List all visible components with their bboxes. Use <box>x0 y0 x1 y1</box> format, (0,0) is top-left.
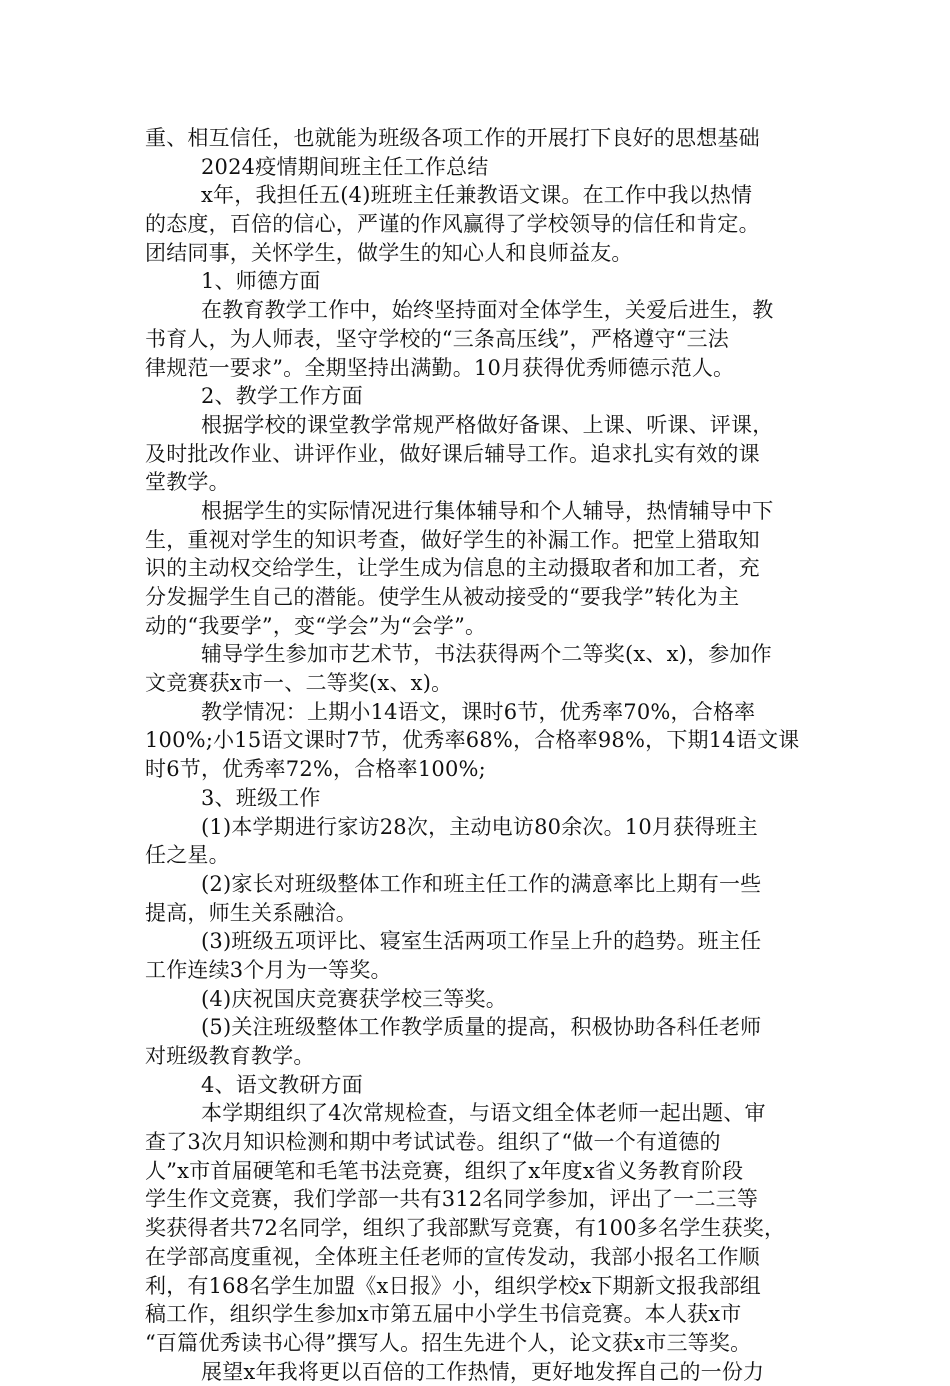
text-line: 分发掘学生自己的潜能。使学生从被动接受的“要我学”转化为主 <box>145 585 740 609</box>
text-line: 堂教学。 <box>145 470 230 495</box>
text-line: 奖获得者共72名同学，组织了我部默写竞赛，有100多名学生获奖， <box>145 1216 786 1241</box>
text-line: (4)庆祝国庆竞赛获学校三等奖。 <box>201 986 507 1011</box>
text-line: x年，我担任五(4)班班主任兼教语文课。在工作中我以热情 <box>201 183 753 208</box>
text-line: 辅导学生参加市艺术节，书法获得两个二等奖(x、x)，参加作 <box>201 642 772 667</box>
text-line: (2)家长对班级整体工作和班主任工作的满意率比上期有一些 <box>201 871 762 896</box>
section-heading: 3、班级工作 <box>201 785 321 810</box>
text-line: 人”x市首届硬笔和毛笔书法竞赛，组织了x年度x省义务教育阶段 <box>145 1158 744 1183</box>
text-line: 利，有168名学生加盟《x日报》小，组织学校x下期新文报我部组 <box>145 1273 761 1298</box>
text-line: 在学部高度重视，全体班主任老师的宣传发动，我部小报名工作顺 <box>145 1244 760 1269</box>
text-line: 工作连续3个月为一等奖。 <box>145 957 392 982</box>
text-line: 100%;小15语文课时7节，优秀率68%，合格率98%，下期14语文课 <box>145 728 800 753</box>
document-body <box>145 124 815 1386</box>
text-line: 根据学生的实际情况进行集体辅导和个人辅导，热情辅导中下 <box>201 498 774 523</box>
text-line: 的态度，百倍的信心，严谨的作风赢得了学校领导的信任和肯定。 <box>145 212 760 237</box>
text-line: 任之星。 <box>145 843 230 868</box>
text-line: 文竞赛获x市一、二等奖(x、x)。 <box>145 671 453 696</box>
text-line: 时6节，优秀率72%，合格率100%; <box>145 757 486 782</box>
text-line: 书育人，为人师表，坚守学校的“三条高压线”，严格遵守“三法 <box>145 326 730 351</box>
section-heading: 2、教学工作方面 <box>201 384 363 409</box>
section-heading: 1、师德方面 <box>201 269 321 294</box>
text-line: 展望x年我将更以百倍的工作热情，更好地发挥自己的一份力 <box>201 1359 765 1384</box>
text-line: 稿工作，组织学生参加x市第五届中小学生书信竞赛。本人获x市 <box>145 1302 742 1327</box>
text-line: 本学期组织了4次常规检查，与语文组全体老师一起出题、审 <box>201 1101 766 1126</box>
text-line: 及时批改作业、讲评作业，做好课后辅导工作。追求扎实有效的课 <box>145 441 760 466</box>
document-title: 2024疫情期间班主任工作总结 <box>201 154 489 179</box>
text-line: 查了3次月知识检测和期中考试试卷。组织了“做一个有道德的 <box>145 1130 721 1155</box>
text-line: 教学情况：上期小14语文，课时6节，优秀率70%，合格率 <box>201 699 756 724</box>
text-line: 生，重视对学生的知识考查，做好学生的补漏工作。把堂上猎取知 <box>145 527 760 552</box>
text-line: (3)班级五项评比、寝室生活两项工作呈上升的趋势。班主任 <box>201 929 762 954</box>
text-line: 重、相互信任，也就能为班级各项工作的开展打下良好的思想基础 <box>145 126 760 150</box>
text-line: “百篇优秀读书心得”撰写人。招生先进个人，论文获x市三等奖。 <box>145 1330 752 1355</box>
text-line: 团结同事，关怀学生，做学生的知心人和良师益友。 <box>145 240 633 265</box>
text-line: (1)本学期进行家访28次，主动电访80余次。10月获得班主 <box>201 814 758 839</box>
section-heading: 4、语文教研方面 <box>201 1072 363 1097</box>
text-line: 提高，师生关系融洽。 <box>145 900 357 925</box>
text-line: 对班级教育教学。 <box>145 1044 315 1068</box>
text-line: (5)关注班级整体工作教学质量的提高，积极协助各科任老师 <box>201 1015 762 1040</box>
text-line: 律规范一要求”。全期坚持出满勤。10月获得优秀师德示范人。 <box>145 355 735 380</box>
text-line: 学生作文竞赛，我们学部一共有312名同学参加，评出了一二三等 <box>145 1187 759 1212</box>
text-line: 根据学校的课堂教学常规严格做好备课、上课、听课、评课， <box>201 412 774 437</box>
text-line: 识的主动权交给学生，让学生成为信息的主动摄取者和加工者，充 <box>145 556 760 581</box>
text-line: 动的“我要学”，变“学会”为“会学”。 <box>145 613 487 638</box>
text-line: 在教育教学工作中，始终坚持面对全体学生，关爱后进生，教 <box>201 298 774 323</box>
